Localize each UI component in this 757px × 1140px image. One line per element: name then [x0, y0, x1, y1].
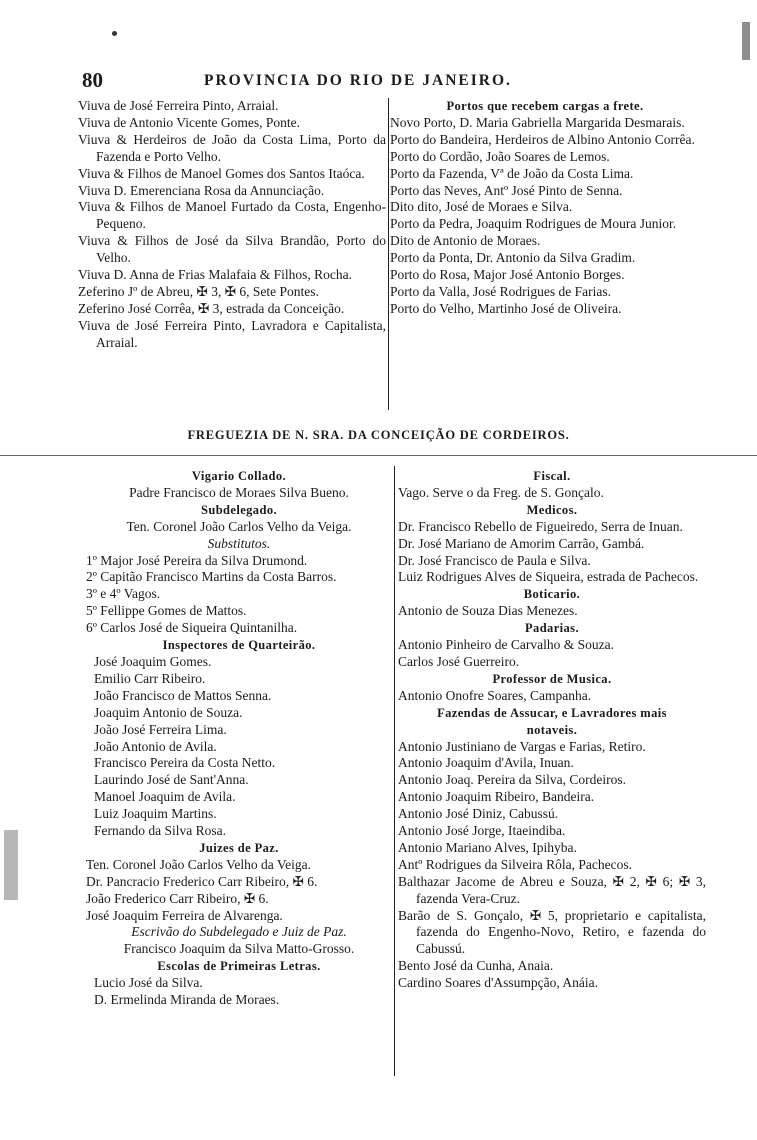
section-rule	[0, 455, 757, 456]
binding-edge-mark-left	[4, 830, 18, 900]
list-item: Manoel Joaquim de Avila.	[94, 789, 236, 805]
vigario-name: Padre Francisco de Moraes Silva Bueno.	[129, 484, 349, 500]
page-header	[82, 68, 572, 94]
list-item: Dito dito, José de Moraes e Silva.	[390, 199, 573, 215]
list-item: Antonio José Diniz, Cabussú.	[398, 806, 559, 822]
list-item: João Frederico Carr Ribeiro, ✠ 6.	[86, 890, 269, 906]
list-item: Joaquim Antonio de Souza.	[94, 704, 243, 720]
list-item: José Joaquim Ferreira de Alvarenga.	[86, 907, 283, 923]
list-item: Barão de S. Gonçalo, ✠ 5, proprietario e capitalista, fazenda do Engenho-Novo, Retiro, e fazenda do Cabussú.	[398, 907, 706, 957]
list-item: Porto das Neves, Antº José Pinto de Senna.	[390, 182, 623, 198]
top-column-divider	[388, 98, 389, 410]
list-item: Antonio Pinheiro de Carvalho & Souza.	[398, 637, 614, 653]
list-item: D. Ermelinda Miranda de Moraes.	[94, 992, 280, 1008]
juizes-heading: Juizes de Paz.	[199, 840, 279, 855]
professor-heading: Professor de Musica.	[492, 671, 612, 686]
list-item: Antº Rodrigues da Silveira Rôla, Pachecos.	[398, 856, 633, 872]
boticario-heading: Boticario.	[523, 587, 581, 602]
list-item: Dito de Antonio de Moraes.	[390, 233, 541, 249]
list-item: Luiz Rodrigues Alves de Siqueira, estrada de Pachecos.	[398, 569, 699, 585]
list-item: Antonio José Jorge, Itaeindiba.	[398, 823, 566, 839]
page-number: 80	[82, 68, 103, 92]
list-item: Porto do Velho, Martinho José de Oliveira.	[390, 300, 622, 316]
list-item: 5º Fellippe Gomes de Mattos.	[86, 603, 247, 619]
list-item: José Joaquim Gomes.	[94, 653, 212, 669]
bottom-left-column	[86, 468, 392, 1009]
list-item: Antonio Joaquim d'Avila, Inuan.	[398, 755, 574, 771]
running-title: PROVINCIA DO RIO DE JANEIRO.	[204, 72, 512, 89]
list-item: Dr. Pancracio Frederico Carr Ribeiro, ✠ 6.	[86, 873, 318, 889]
list-item: Zeferino Jº de Abreu, ✠ 3, ✠ 6, Sete Pontes.	[78, 283, 319, 299]
list-item: Porto da Pedra, Joaquim Rodrigues de Moura Junior.	[390, 216, 677, 232]
subdelegado-heading: Subdelegado.	[200, 502, 277, 517]
list-item: Antonio Joaq. Pereira da Silva, Cordeiros.	[398, 772, 626, 788]
list-item: Viuva & Filhos de Manoel Gomes dos Santos Itaóca.	[78, 165, 365, 181]
list-item: Lucio José da Silva.	[94, 975, 203, 991]
list-item: Antonio Mariano Alves, Ipihyba.	[398, 839, 577, 855]
professor-name: Antonio Onofre Soares, Campanha.	[398, 687, 592, 703]
list-item: Viuva D. Emerenciana Rosa da Annunciação.	[78, 182, 325, 198]
vigario-heading: Vigario Collado.	[191, 469, 287, 483]
list-item: Porto do Bandeira, Herdeiros de Albino Antonio Corrêa.	[390, 131, 695, 147]
escrivao-heading: Escrivão do Subdelegado e Juiz de Paz.	[131, 924, 347, 940]
list-item: Viuva D. Anna de Frias Malafaia & Filhos, Rocha.	[78, 267, 353, 283]
list-item: Laurindo José de Sant'Anna.	[94, 772, 249, 788]
list-item: Ten. Coronel João Carlos Velho da Veiga.	[86, 856, 312, 872]
binding-edge-mark	[742, 22, 750, 60]
list-item: 1º Major José Pereira da Silva Drumond.	[86, 552, 308, 568]
list-item: 3º e 4º Vagos.	[86, 586, 161, 602]
list-item: Cardino Soares d'Assumpção, Anáia.	[398, 975, 599, 991]
fazendas-heading: Fazendas de Assucar, e Lavradores mais notaveis.	[437, 705, 667, 737]
boticario-name: Antonio de Souza Dias Menezes.	[398, 603, 578, 619]
top-right-column	[390, 98, 700, 318]
list-item: Francisco Pereira da Costa Netto.	[94, 755, 276, 771]
list-item: Carlos José Guerreiro.	[398, 653, 520, 669]
inspectores-heading: Inspectores de Quarteirão.	[162, 638, 316, 653]
list-item: Porto do Rosa, Major José Antonio Borges.	[390, 267, 625, 283]
escrivao-name: Francisco Joaquim da Silva Matto-Grosso.	[123, 941, 355, 957]
list-item: Porto da Fazenda, Vª de João da Costa Lima.	[390, 165, 634, 181]
list-item: Luiz Joaquim Martins.	[94, 806, 217, 822]
list-item: João Antonio de Avila.	[94, 738, 217, 754]
bottom-right-column	[398, 468, 706, 992]
list-item: Antonio Justiniano de Vargas e Farias, Retiro.	[398, 738, 646, 754]
list-item: Dr. José Francisco de Paula e Silva.	[398, 552, 591, 568]
substitutos-heading: Substitutos.	[207, 535, 271, 551]
list-item: Viuva & Filhos de José da Silva Brandão, Porto do Velho.	[78, 233, 386, 266]
list-item: Fernando da Silva Rosa.	[94, 823, 226, 839]
list-item: Viuva de José Ferreira Pinto, Arraial.	[78, 98, 279, 113]
medicos-heading: Medicos.	[526, 502, 578, 517]
list-item: Balthazar Jacome de Abreu e Souza, ✠ 2, ✠ 6; ✠ 3, fazenda Vera-Cruz.	[398, 873, 706, 906]
list-item: Emilio Carr Ribeiro.	[94, 670, 206, 686]
ink-dot	[112, 31, 117, 36]
section-title: FREGUEZIA DE N. SRA. DA CONCEIÇÃO DE CORDEIROS.	[187, 428, 570, 442]
list-item: João Francisco de Mattos Senna.	[94, 687, 272, 703]
list-item: Porto da Valla, José Rodrigues de Farias.	[390, 283, 611, 299]
fiscal-name: Vago. Serve o da Freg. de S. Gonçalo.	[398, 484, 604, 500]
list-item: Dr. Francisco Rebello de Figueiredo, Serra de Inuan.	[398, 518, 683, 534]
list-item: Dr. José Mariano de Amorim Carrão, Gambá.	[398, 535, 645, 551]
list-item: 2º Capitão Francisco Martins da Costa Barros.	[86, 569, 337, 585]
ports-heading: Portos que recebem cargas a frete.	[446, 99, 644, 113]
bottom-column-divider	[394, 466, 395, 1076]
list-item: João José Ferreira Lima.	[94, 721, 227, 737]
list-item: Zeferino José Corrêa, ✠ 3, estrada da Conceição.	[78, 300, 345, 316]
list-item: Viuva de José Ferreira Pinto, Lavradora e Capitalista, Arraial.	[78, 317, 386, 350]
list-item: Viuva de Antonio Vicente Gomes, Ponte.	[78, 114, 300, 130]
list-item: 6º Carlos José de Siqueira Quintanilha.	[86, 620, 298, 636]
list-item: Antonio Joaquim Ribeiro, Bandeira.	[398, 789, 595, 805]
fiscal-heading: Fiscal.	[533, 469, 571, 483]
list-item: Viuva & Filhos de Manoel Furtado da Costa, Engenho-Pequeno.	[78, 199, 386, 232]
list-item: Porto do Cordão, João Soares de Lemos.	[390, 148, 610, 164]
subdelegado-name: Ten. Coronel João Carlos Velho da Veiga.	[126, 518, 352, 534]
list-item: Viuva & Herdeiros de João da Costa Lima, Porto da Fazenda e Porto Velho.	[78, 131, 386, 164]
list-item: Novo Porto, D. Maria Gabriella Margarida Desmarais.	[390, 114, 685, 130]
escolas-heading: Escolas de Primeiras Letras.	[157, 959, 321, 974]
top-left-column	[78, 98, 386, 352]
padarias-heading: Padarias.	[525, 621, 579, 636]
list-item: Porto da Ponta, Dr. Antonio da Silva Gradim.	[390, 250, 636, 266]
list-item: Bento José da Cunha, Anaia.	[398, 958, 554, 974]
